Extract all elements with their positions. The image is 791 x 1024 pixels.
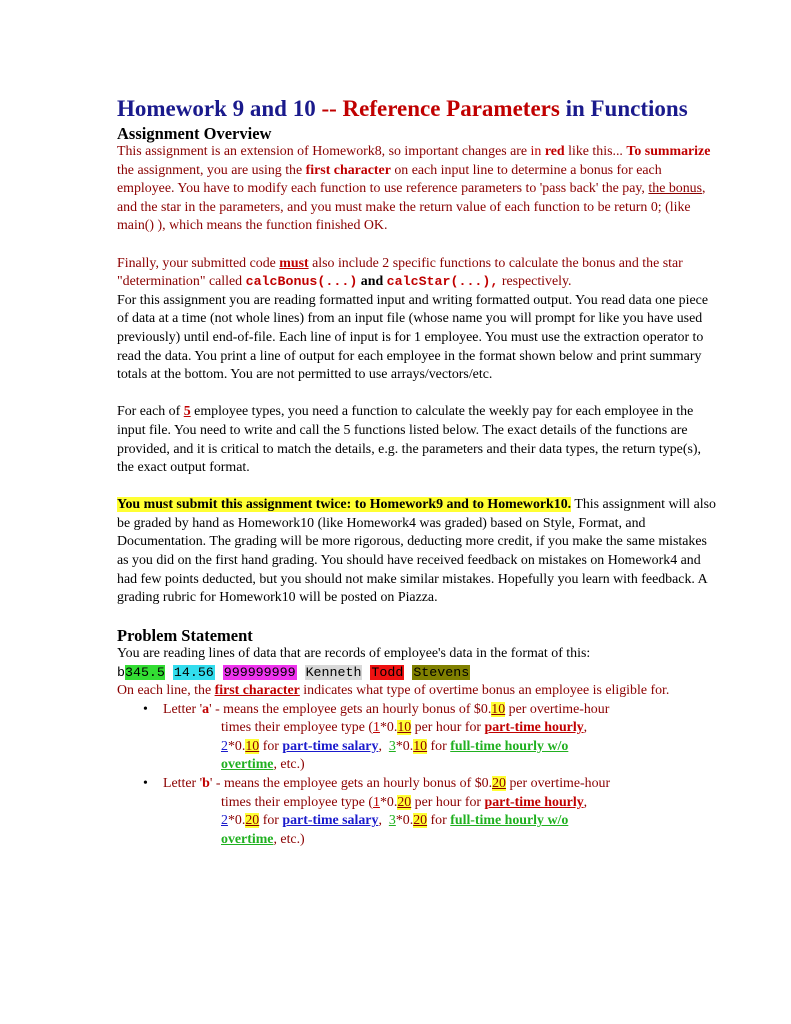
sample-bonus-letter: b <box>117 665 125 681</box>
sample-middle-name: Todd <box>371 665 404 681</box>
calcbonus-code: calcBonus(...) <box>245 274 358 290</box>
overview-paragraph-4: For each of 5 employee types, you need a function to calculate the weekly pay for each employee in the input file. You need to write and call the 5 functions listed below. The exact details of the functions are provided, and it is critical to match the details, e.g. the parameters and their data types, the return type(s), the exact output format. <box>117 404 701 476</box>
sample-first-name: Kenneth <box>305 665 362 681</box>
bullet-icon: • <box>143 701 148 717</box>
overview-paragraph-2: Finally, your submitted code must also include 2 specific functions to calculate the bonus and the star "determination" called calcBonus(...) and calcStar(...), respectively. <box>117 255 683 290</box>
overview-paragraph-1: This assignment is an extension of Homework8, so important changes are in red like this... To summarize the assignment, you are using the first character on each input line to determine a bonus for each employee. You have to modify each function to use reference parameters to 'pass back' the pay, the bonus, and the star in the parameters, and you must make the return value of each function to be return 0; (like main() ), which means the function finished OK. <box>117 144 711 234</box>
problem-heading: Problem Statement <box>117 626 253 646</box>
sample-hours: 345.5 <box>124 665 165 681</box>
sample-id: 999999999 <box>223 665 296 681</box>
title-reference-parameters: -- Reference Parameters <box>321 96 560 121</box>
sample-last-name: Stevens <box>413 665 470 681</box>
list-item: • Letter 'a' - means the employee gets an hourly bonus of $0.10 per overtime-hour times their employee type (1*0.10 per hour for part-time hourly, 2*0.10 for part-time salary, 3*0.10 for full-time hourly w/o overtime, etc.) <box>143 701 610 773</box>
overview-paragraph-3: For this assignment you are reading formatted input and writing formatted output. You read data one piece of data at a time (not whole lines) from an input file (whose name you will prompt for like you have used previously) until end-of-file. Each line of input is for 1 employee. You must use the extraction operator to read the data. You print a line of output for each employee in the format shown below and print summary totals at the bottom. You are not permitted to use arrays/vectors/etc. <box>117 292 708 383</box>
bonus-letter-list <box>117 701 717 850</box>
problem-intro: You are reading lines of data that are records of employee's data in the format of this: <box>117 646 591 662</box>
title-in-functions: in Functions <box>559 96 688 121</box>
page-title <box>117 94 717 124</box>
bullet-icon: • <box>143 776 148 791</box>
submit-twice-highlight: You must submit this assignment twice: to Homework9 and to Homework10. <box>117 497 572 513</box>
document-page <box>117 94 717 849</box>
first-character-paragraph: On each line, the first character indicates what type of overtime bonus an employee is eligible for. <box>117 683 670 699</box>
calcstar-code: calcStar(...), <box>386 274 499 290</box>
overview-heading: Assignment Overview <box>117 124 272 143</box>
title-homework: Homework 9 and 10 <box>117 96 322 121</box>
overview-paragraph-5: You must submit this assignment twice: to Homework9 and to Homework10. This assignment will also be graded by hand as Homework10 (like Homework4 was graded) based on Style, Format, and Documentation. The grading will be more rigorous, deducting more credit, if you make the same mistakes as you did on the first hand grading. You should have received feedback on mistakes on Homework4 and had few points deducted, but you should not make similar mistakes. Hopefully you learn with feedback. A grading rubric for Homework10 will be posted on Piazza. <box>117 497 716 606</box>
sample-rate: 14.56 <box>173 665 214 681</box>
sample-record <box>117 664 717 682</box>
list-item: • Letter 'b' - means the employee gets an hourly bonus of $0.20 per overtime-hour times their employee type (1*0.20 per hour for part-time hourly, 2*0.20 for part-time salary, 3*0.20 for full-time hourly w/o overtime, etc.) <box>143 776 611 847</box>
